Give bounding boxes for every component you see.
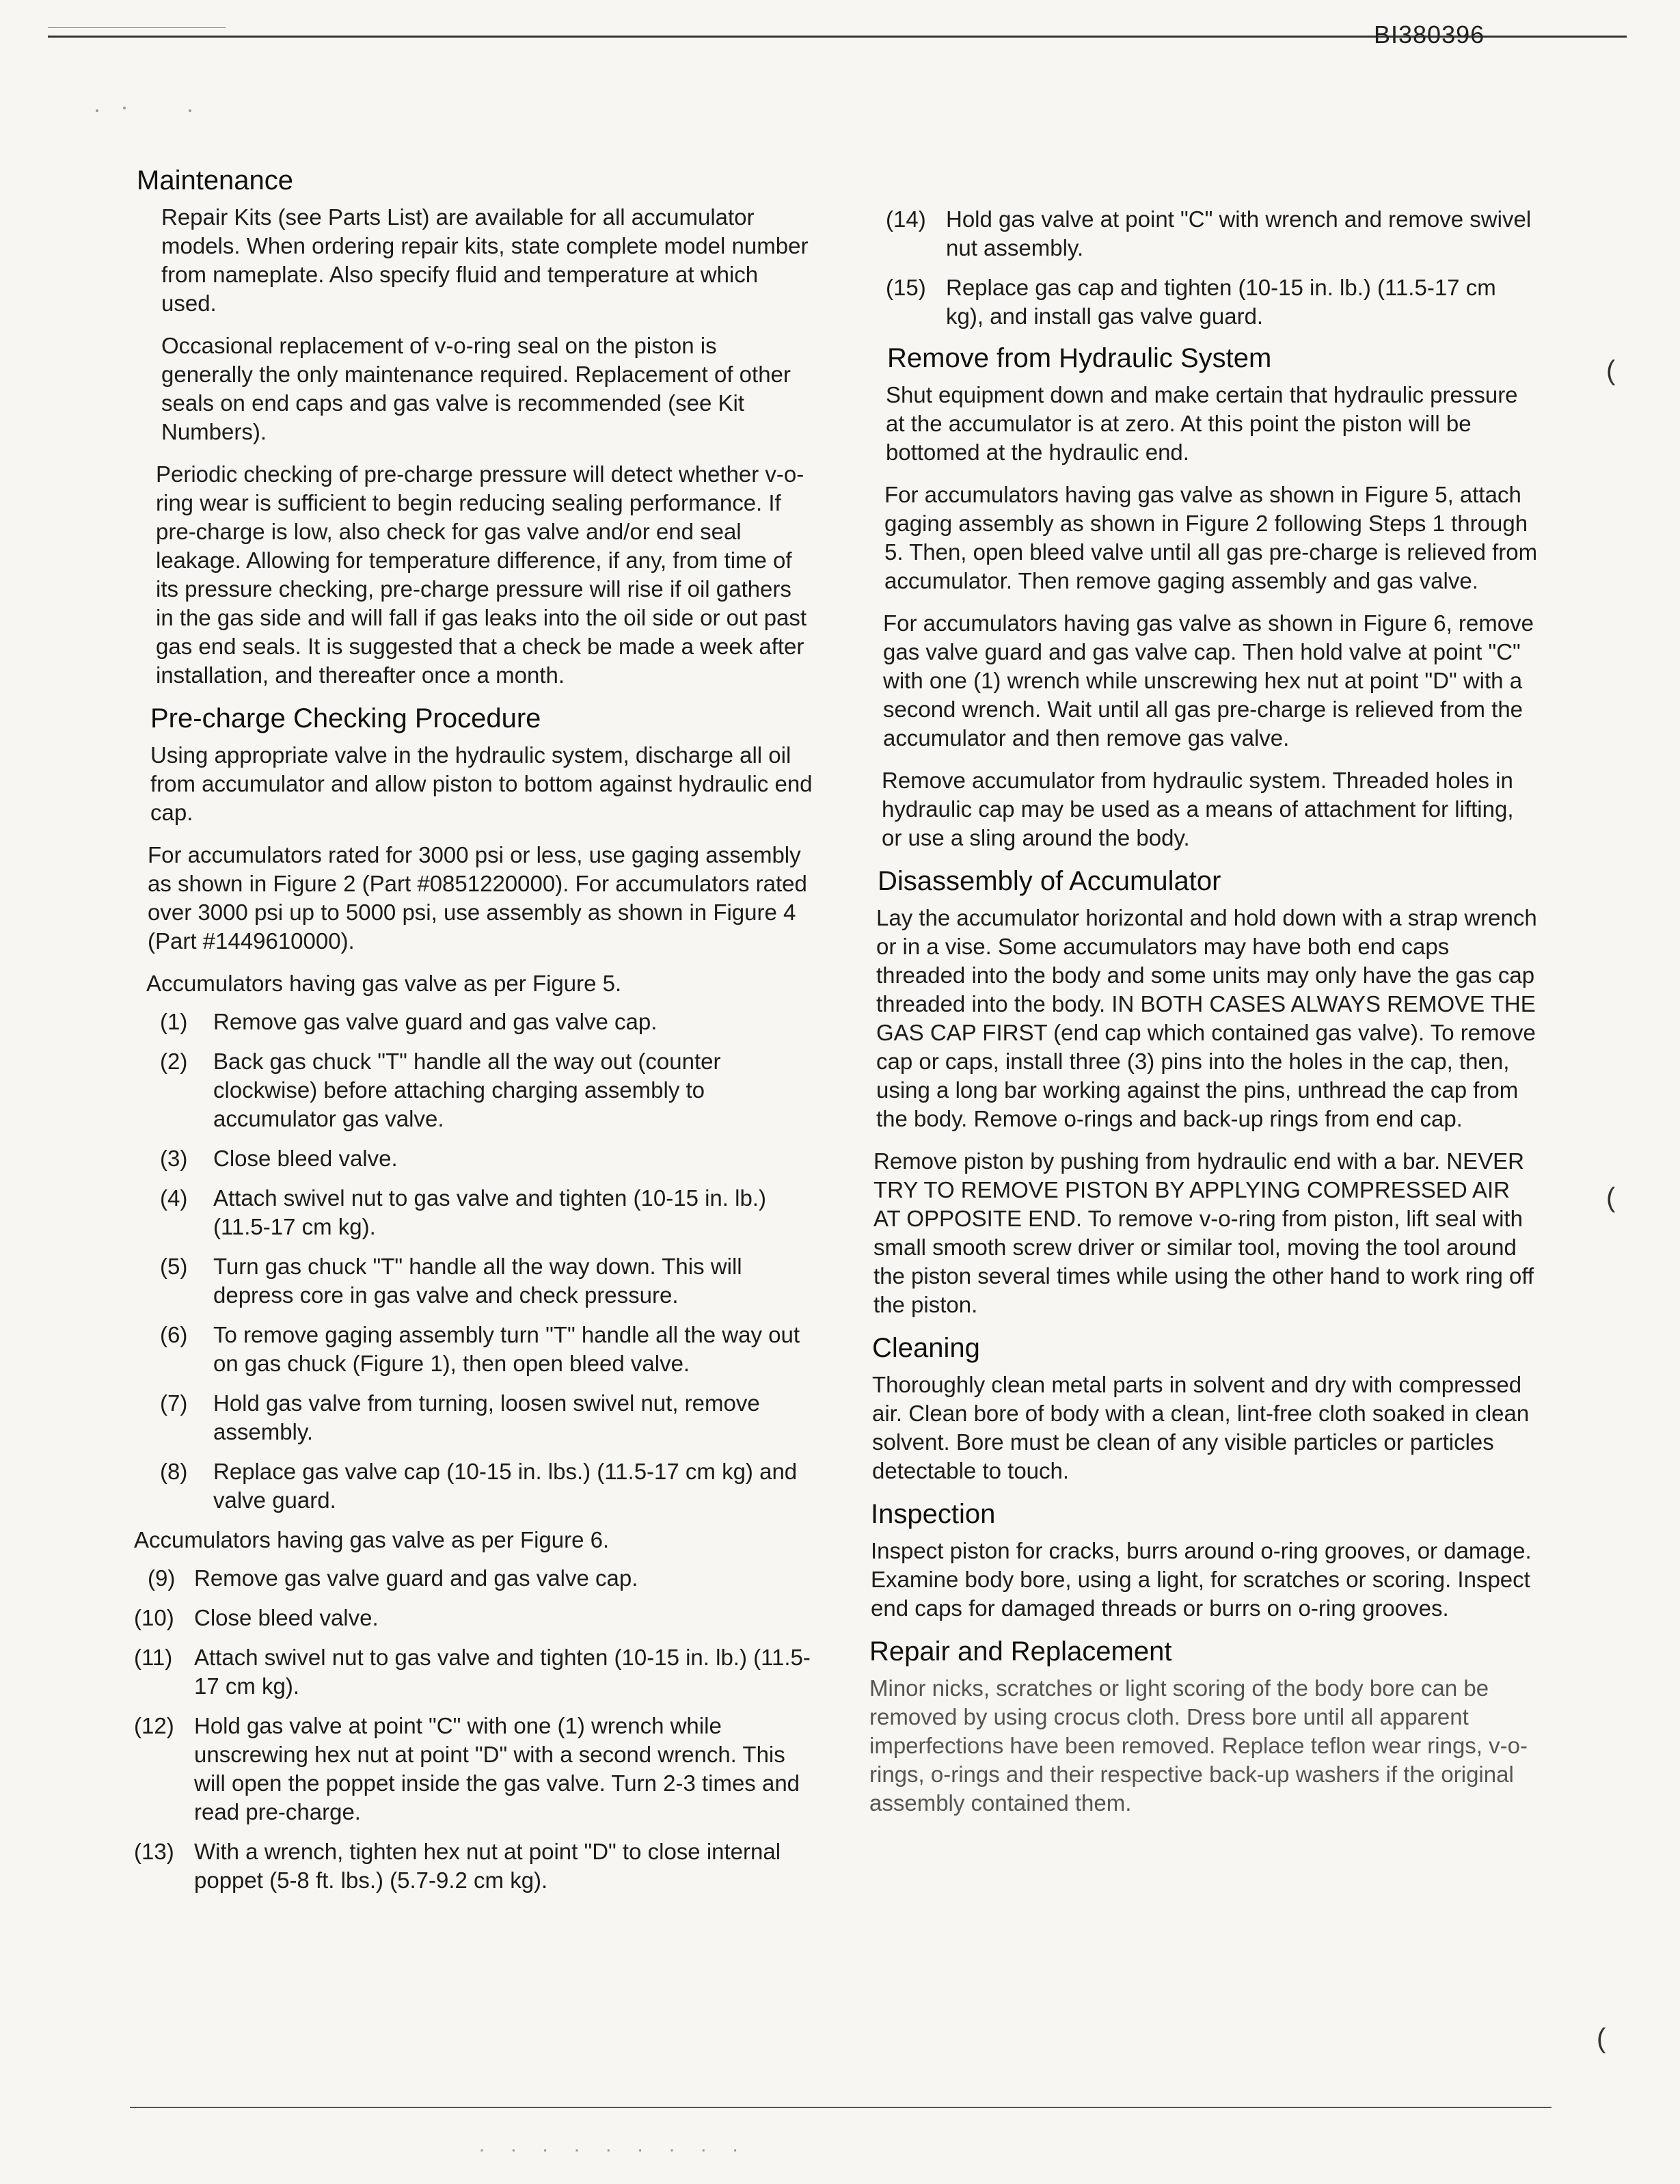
scan-speck: [96, 109, 98, 112]
left-column: [134, 165, 813, 1906]
remove-heading: Remove from Hydraulic System: [887, 343, 1272, 373]
figure-5-steps: [160, 1008, 813, 1515]
step-15: (15) Replace gas cap and tighten (10-15 in. lb.) (11.5-17 cm kg), and install gas valve guard.: [886, 275, 1496, 329]
binding-hole-mark: (: [1597, 2023, 1606, 2053]
step-5: (5) Turn gas chuck "T" handle all the way down. This will depress core in gas valve and check pressure.: [160, 1254, 742, 1308]
cleaning-heading: Cleaning: [872, 1333, 980, 1363]
disassembly-heading: Disassembly of Accumulator: [878, 866, 1221, 896]
disassembly-paragraph-2: Remove piston by pushing from hydraulic end with a bar. NEVER TRY TO REMOVE PISTON BY APPLYING COMPRESSED AIR AT OPPOSITE END. To remove v-o-ring from piston, lift seal with small smooth screw driver or similar tool, moving the tool around the piston several times while using the other hand to work ring off the piston.: [873, 1148, 1534, 1317]
cleaning-paragraph: Thoroughly clean metal parts in solvent and dry with compressed air. Clean bore of body with a clean, lint-free cloth soaked in clean solvent. Bore must be clean of any visible particles or particles detectable to touch.: [872, 1372, 1530, 1483]
binding-hole-mark: (: [1606, 1183, 1616, 1213]
scan-speck: [189, 109, 191, 112]
step-7: (7) Hold gas valve from turning, loosen swivel nut, remove assembly.: [160, 1390, 760, 1444]
figure-5-intro: Accumulators having gas valve as per Figure 5.: [146, 971, 622, 996]
step-13: (13) With a wrench, tighten hex nut at point "D" to close internal poppet (5-8 ft. lbs.) (5.7-9.2 cm kg).: [134, 1839, 781, 1893]
maintenance-paragraph-2: Occasional replacement of v-o-ring seal on the piston is generally the only maintenance required. Replacement of other seals on end caps and gas valve is recommended (see Kit Numbers).: [161, 333, 791, 444]
step-12: (12) Hold gas valve at point "C" with one (1) wrench while unscrewing hex nut at point "D" with a second wrench. This will open the poppet inside the gas valve. Turn 2-3 times and read pre-charge.: [134, 1713, 800, 1824]
precharge-paragraph-2: For accumulators rated for 3000 psi or less, use gaging assembly as shown in Figure 2 (Part #0851220000). For accumulators rated over 3000 psi up to 5000 psi, use assembly as shown in Figure 4 (Part #1449610000).: [148, 842, 807, 954]
step-3: (3) Close bleed valve.: [160, 1146, 398, 1171]
remove-paragraph-2: For accumulators having gas valve as shown in Figure 5, attach gaging assembly as shown in Figure 2 following Steps 1 through 5. Then, open bleed valve until all gas pre-charge is relieved from accumulator. Then remove gaging assembly and gas valve.: [884, 482, 1538, 593]
step-9: (9) Remove gas valve guard and gas valve cap.: [148, 1565, 638, 1591]
document-id: BI380396: [1374, 21, 1485, 49]
footer-rule: [130, 2107, 1552, 2108]
footer-text: · · · · · · · · ·: [478, 2138, 748, 2161]
precharge-heading: Pre-charge Checking Procedure: [150, 703, 541, 733]
binding-hole-mark: (: [1606, 355, 1616, 386]
step-6: (6) To remove gaging assembly turn "T" handle all the way out on gas chuck (Figure 1), then open bleed valve.: [160, 1322, 800, 1376]
maintenance-paragraph-3: Periodic checking of pre-charge pressure will detect whether v-o-ring wear is sufficient to begin reducing sealing performance. If pre-charge is low, also check for gas valve and/or end seal leakage. Allowing for temperature difference, if any, from time of its pressure checking, pre-charge pressure will rise if oil gathers in the gas side and will fall if gas leaks into the oil side or out past gas end seals. It is suggested that a check be made a week after installation, and thereafter once a month.: [156, 461, 807, 688]
inspection-heading: Inspection: [871, 1499, 996, 1529]
step-14: (14) Hold gas valve at point "C" with wrench and remove swivel nut assembly.: [886, 206, 1532, 260]
remove-paragraph-3: For accumulators having gas valve as shown in Figure 6, remove gas valve guard and gas valve cap. Then hold valve at point "C" with one (1) wrench while unscrewing hex nut at point "D" with a second wrench. Wait until all gas pre-charge is relieved from the accumulator and then remove gas valve.: [883, 610, 1534, 751]
continued-steps: [886, 205, 1538, 331]
figure-6-steps: [134, 1564, 813, 1895]
step-11: (11) Attach swivel nut to gas valve and tighten (10-15 in. lb.) (11.5-17 cm kg).: [134, 1645, 811, 1699]
repair-heading: Repair and Replacement: [869, 1636, 1172, 1667]
step-2: (2) Back gas chuck "T" handle all the way out (counter clockwise) before attaching charging assembly to accumulator gas valve.: [160, 1049, 721, 1131]
remove-paragraph-4: Remove accumulator from hydraulic system. Threaded holes in hydraulic cap may be used as a means of attachment for lifting, or use a sling around the body.: [882, 768, 1514, 850]
remove-paragraph-1: Shut equipment down and make certain that hydraulic pressure at the accumulator is at zero. At this point the piston will be bottomed at the hydraulic end.: [886, 382, 1518, 465]
maintenance-heading: Maintenance: [137, 165, 294, 196]
step-4: (4) Attach swivel nut to gas valve and tighten (10-15 in. lb.) (11.5-17 cm kg).: [160, 1185, 766, 1239]
figure-6-intro: Accumulators having gas valve as per Figure 6.: [134, 1527, 610, 1552]
step-1: (1) Remove gas valve guard and gas valve cap.: [160, 1009, 658, 1034]
step-8: (8) Replace gas valve cap (10-15 in. lbs.) (11.5-17 cm kg) and valve guard.: [160, 1459, 798, 1513]
inspection-paragraph: Inspect piston for cracks, burrs around o-ring grooves, or damage. Examine body bore, using a light, for scratches or scoring. Inspect end caps for damaged threads or burrs on o-ring grooves.: [871, 1538, 1532, 1621]
disassembly-paragraph-1: Lay the accumulator horizontal and hold down with a strap wrench or in a vise. Some accumulators may have both end caps threaded into the body and some units may only have the gas cap threaded into the body. IN BOTH CASES ALWAYS REMOVE THE GAS CAP FIRST (end cap which contained gas valve). To remove cap or caps, install three (3) pins into the holes in the cap, then, using a long bar working against the pins, unthread the cap from the body. Remove o-rings and back-up rings from end cap.: [876, 905, 1537, 1131]
step-10: (10) Close bleed valve.: [134, 1605, 379, 1630]
precharge-paragraph-1: Using appropriate valve in the hydraulic system, discharge all oil from accumulator and allow piston to bottom against hydraulic end cap.: [150, 742, 813, 825]
maintenance-paragraph-1: Repair Kits (see Parts List) are available for all accumulator models. When ordering repair kits, state complete model number from nameplate. Also specify fluid and temperature at which used.: [161, 204, 809, 316]
right-column: [861, 205, 1538, 1831]
scan-speck: [123, 107, 126, 109]
header-rule-thin: [48, 27, 226, 28]
repair-paragraph: Minor nicks, scratches or light scoring of the body bore can be removed by using crocus cloth. Dress bore until all apparent imperfections have been removed. Replace teflon wear rings, v-o-rings, o-rings and their respective back-up washers if the original assembly contained them.: [869, 1675, 1528, 1816]
